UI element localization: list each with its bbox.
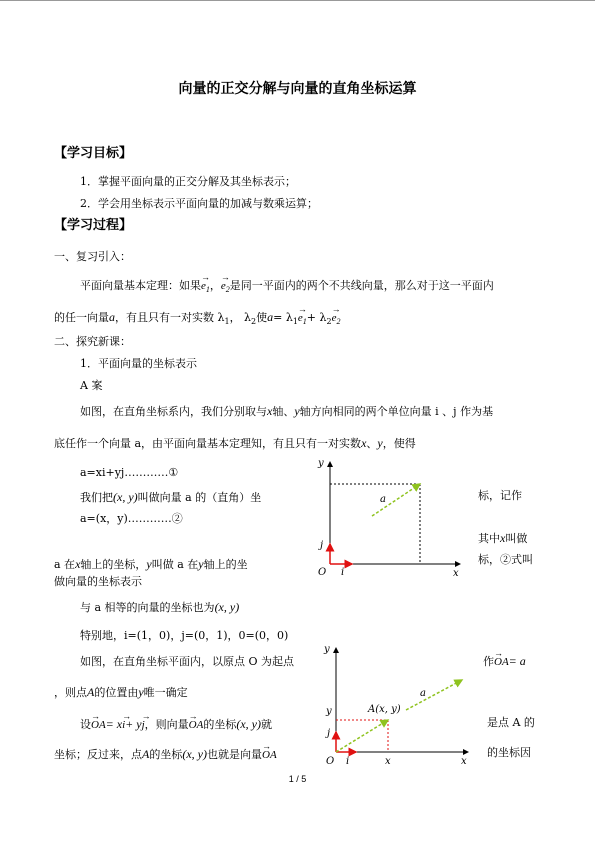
- coordinate-figure-2: [316, 640, 476, 768]
- origin-text: 如图，在直角坐标平面内，以原点 O 为起点: [80, 655, 295, 668]
- paragraph-1: 如图，在直角坐标系内，我们分别取与x轴、y轴方向相同的两个单位向量 i 、j 作为基: [80, 404, 494, 418]
- vector-a: [406, 680, 462, 710]
- axis-coordinate-text: a 在x轴上的坐标，y叫做 a 在y轴上的坐: [54, 557, 248, 571]
- margin-text-3: 标，②式叫: [478, 553, 533, 566]
- heading-objectives: 【学习目标】: [54, 146, 133, 161]
- origin-label: O: [318, 567, 327, 578]
- origin-label: O: [326, 756, 335, 767]
- reverse-coordinate-text: 坐标；反过来，点A的坐标(x, y)也就是向量→ OA: [54, 747, 277, 762]
- equation-1: a=xi+yj…………①: [80, 466, 179, 479]
- point-a-label: A(x, y): [368, 704, 401, 715]
- margin-text-1: 标，记作: [478, 489, 522, 502]
- paragraph-2: 底任作一个向量 a，由平面向量基本定理知，有且只有一对实数x、y，使得: [54, 436, 416, 450]
- j-label: j: [327, 728, 331, 739]
- point-position-text: ，则点A的位置由y唯一确定: [54, 685, 188, 699]
- vector-oa: [336, 720, 388, 752]
- special-vectors-text: 特别地，i=(1，0)，j=(0，1)，0=(0，0): [80, 629, 289, 642]
- margin-text-6: 的坐标因: [487, 746, 531, 759]
- objective-2: 2．学会用坐标表示平面向量的加减与数乘运算；: [80, 197, 318, 210]
- explore-subheading: 1．平面向量的坐标表示: [80, 357, 197, 370]
- equal-vectors-text: 与 a 相等的向量的坐标也为(x, y): [80, 600, 240, 614]
- j-label: j: [320, 540, 324, 551]
- i-label: i: [341, 567, 345, 578]
- margin-text-5: 是点 A 的: [487, 716, 535, 729]
- i-label: i: [346, 756, 350, 767]
- explore-heading: 二、探究新课：: [54, 335, 131, 348]
- y-axis-label: y: [318, 458, 324, 469]
- vector-a-label: a: [420, 688, 426, 699]
- x-coordinate-tick: x: [385, 756, 391, 767]
- vector-oa-text: 设→ OA= x→ i+ y→ j，则向量→ OA的坐标(x, y)就: [80, 717, 272, 732]
- y-axis-label: y: [324, 644, 330, 655]
- case-label: A 案: [80, 379, 103, 392]
- page-title: 向量的正交分解与向量的直角坐标运算: [178, 81, 417, 97]
- review-heading: 一、复习引入：: [54, 250, 131, 263]
- page-number: 1 / 5: [288, 774, 307, 784]
- vector-a-label: a: [380, 494, 386, 505]
- coordinate-definition: 我们把(x, y)叫做向量 a 的（直角）坐: [80, 490, 262, 504]
- page-top-border: [0, 0, 595, 1]
- x-axis-label: x: [461, 756, 467, 767]
- margin-text-2: 其中x叫做: [478, 531, 528, 545]
- margin-text-4: 作→ OA= a: [483, 654, 526, 669]
- objective-1: 1．掌握平面向量的正交分解及其坐标表示；: [80, 175, 296, 188]
- y-coordinate-tick: y: [326, 706, 332, 717]
- x-axis-label: x: [453, 568, 459, 579]
- equation-2: a=(x，y)…………②: [80, 512, 183, 525]
- coordinate-expression-text: 做向量的坐标表示: [54, 575, 142, 588]
- coordinate-figure-1: [308, 454, 468, 580]
- theorem-line-2: 的任一向量a，有且只有一对实数 $\lambda_1$， $\lambda_2$使$a= \lambda_1\to e_1+ \lambda_2\to e_2$: [54, 310, 340, 329]
- heading-process: 【学习过程】: [54, 218, 133, 233]
- theorem-line-1: 平面向量基本定理：如果→ $e_1$，→ $e_2$是同一平面内的两个不共线向量，那么对于这一平面内: [80, 279, 494, 297]
